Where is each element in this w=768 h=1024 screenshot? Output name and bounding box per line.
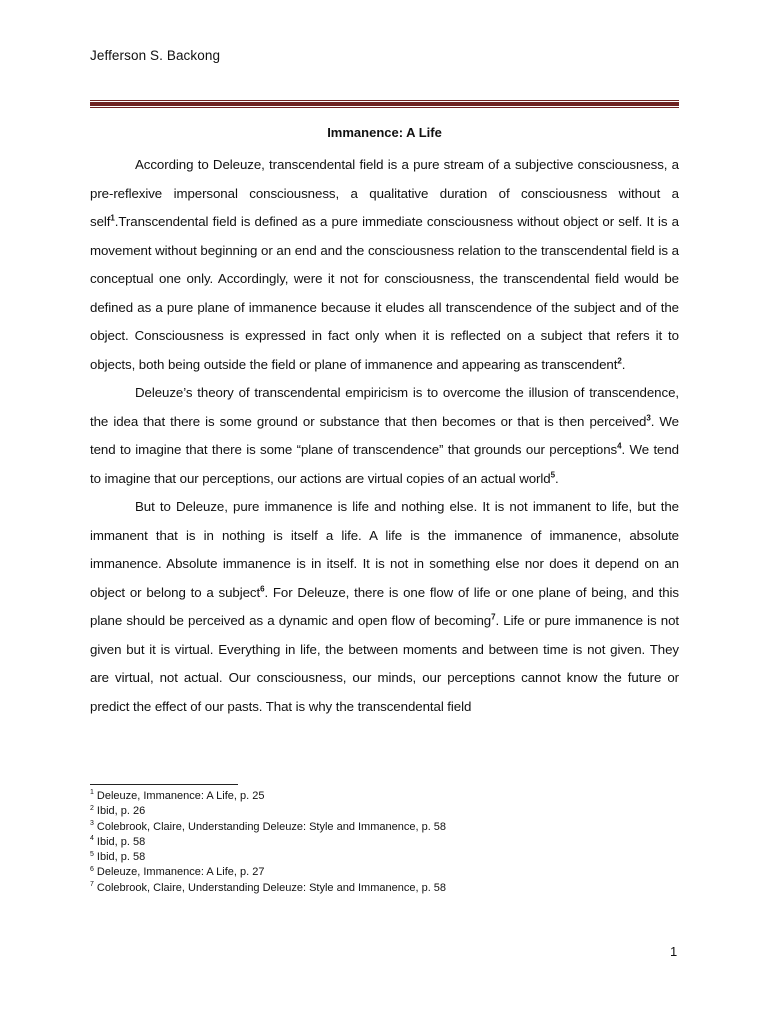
footnote-ref: 6: [260, 584, 265, 594]
footnotes: [90, 789, 679, 896]
footnote-number: 3: [90, 819, 94, 827]
footnote: [90, 820, 679, 835]
footnote-number: 6: [90, 865, 94, 873]
footnote-number: 1: [90, 789, 94, 797]
footnote-text: Ibid, p. 26: [96, 805, 146, 818]
header-author: Jefferson S. Backong: [90, 48, 221, 63]
paragraph-text: . We tend to imagine that our perceptions, our actions are virtual copies of an actual world: [90, 442, 679, 486]
footnote-text: Colebrook, Claire, Understanding Deleuze: Style and Immanence, p. 58: [96, 820, 447, 833]
footnote-number: 2: [90, 804, 94, 812]
footnote: [90, 865, 679, 880]
footnote: [90, 789, 679, 804]
footnote-text: Ibid, p. 58: [96, 835, 146, 848]
footnote-text: Deleuze, Immanence: A Life, p. 25: [96, 790, 265, 802]
footnote-number: 7: [90, 881, 94, 889]
paragraph-text: According to Deleuze, transcendental field is a pure stream of a subjective consciousness, a pre-reflexive impersonal consciousness, a qualitative duration of consciousness without a self: [90, 157, 679, 229]
paragraph-text: Deleuze’s theory of transcendental empiricism is to overcome the illusion of transcendence, the idea that there is some ground or substance that then becomes or that is then perceived: [90, 385, 679, 429]
body-text: [90, 151, 679, 721]
header-rule: [90, 100, 679, 108]
footnote-ref: 4: [617, 441, 622, 451]
footnote-number: 5: [90, 850, 94, 858]
footnote-ref: 5: [550, 470, 555, 480]
paragraph-text: But to Deleuze, pure immanence is life and nothing else. It is not immanent to life, but the immanent that is in nothing is itself a life. A life is the immanence of immanence, absolute immanence. Absolute immanence is in itself. It is not in something else nor does it depend on an object or belong to a subject: [90, 499, 679, 600]
paragraph-text: . Life or pure immanence is not given but it is virtual. Everything in life, the between moments and between time is not given. They are virtual, not actual. Our consciousness, our minds, our perceptions cannot know the future or predict the effect of our pasts. That is why the transcendental field: [90, 613, 679, 714]
footnote-text: Colebrook, Claire, Understanding Deleuze: Style and Immanence, p. 58: [96, 881, 447, 894]
footnote-ref: 2: [617, 356, 622, 366]
footnote-text: Deleuze, Immanence: A Life, p. 27: [96, 866, 265, 879]
footnote-ref: 1: [110, 213, 115, 223]
footnote-text: Ibid, p. 58: [96, 851, 146, 864]
paragraph: [90, 379, 679, 493]
paragraph: [90, 151, 679, 379]
footnote-ref: 7: [491, 612, 496, 622]
paragraph-text: .Transcendental field is defined as a pure immediate consciousness without object or self. It is a movement without beginning or an end and the consciousness relation to the transcendental field is a conceptual one only. Accordingly, were it not for consciousness, the transcendental field would be defined as a pure plane of immanence because it eludes all transcendence of the subject and of the object. Consciousness is expressed in fact only when it is reflected on a subject that refers it to objects, both being outside the field or plane of immanence and appearing as transcendent: [90, 214, 679, 372]
footnote-number: 4: [90, 835, 94, 843]
paragraph: [90, 493, 679, 721]
document-title: Immanence: A Life: [327, 125, 442, 140]
paragraph-text: .: [621, 356, 626, 372]
footnote-separator: [90, 784, 238, 785]
footnote-ref: 3: [646, 413, 651, 423]
page-number: 1: [670, 944, 678, 959]
paragraph-text: .: [554, 470, 559, 486]
paragraph-text: . We tend to imagine that there is some “plane of transcendence” that grounds our perceptions: [90, 413, 679, 457]
footnote: [90, 835, 679, 850]
footnote: [90, 804, 679, 819]
paragraph-text: . For Deleuze, there is one flow of life or one plane of being, and this plane should be perceived as a dynamic and open flow of becoming: [90, 584, 679, 628]
footnote: [90, 850, 679, 865]
footnote: [90, 881, 679, 896]
